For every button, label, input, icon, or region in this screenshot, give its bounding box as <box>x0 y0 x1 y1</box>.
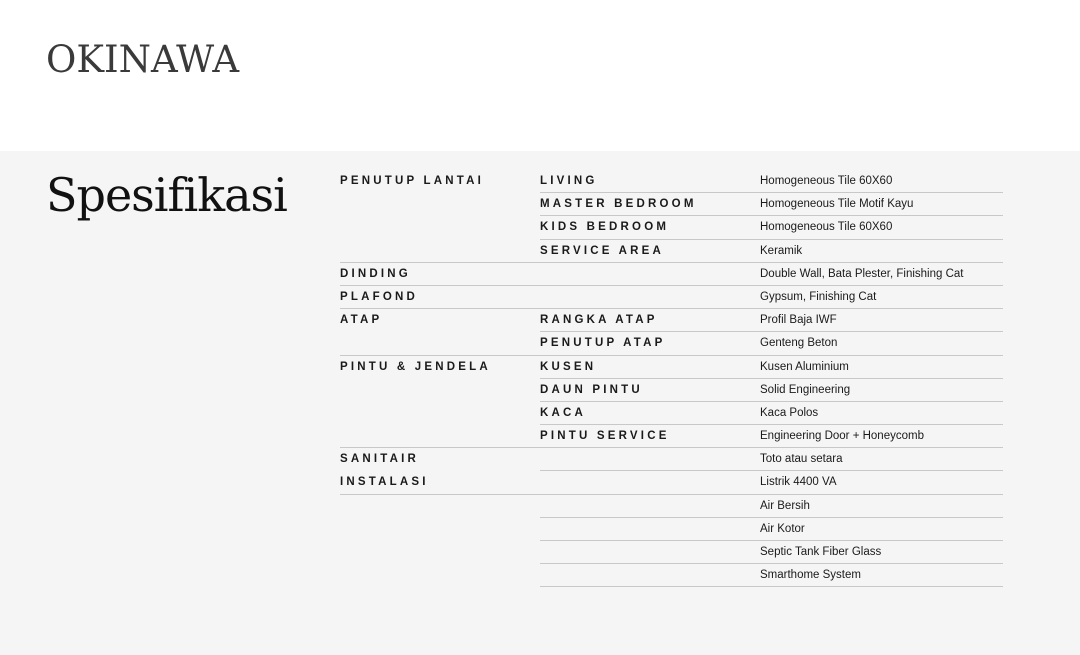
spec-row <box>340 402 1003 425</box>
brand-logo: OKINAWA <box>46 38 240 81</box>
spec-category <box>340 564 540 587</box>
spec-item <box>540 541 760 564</box>
spec-item <box>540 564 760 587</box>
spec-row <box>340 193 1003 216</box>
spec-category: SANITAIR <box>340 453 420 466</box>
spec-category: INSTALASI <box>340 476 429 489</box>
spec-value: Smarthome System <box>760 569 861 582</box>
spec-category <box>340 193 540 216</box>
spec-row <box>340 263 1003 286</box>
spec-value: Gypsum, Finishing Cat <box>760 290 877 303</box>
spec-row <box>340 541 1003 564</box>
spec-row <box>340 495 1003 518</box>
spec-row <box>340 286 1003 309</box>
spec-value: Kusen Aluminium <box>760 360 849 373</box>
spec-value: Engineering Door + Honeycomb <box>760 430 924 443</box>
spec-row <box>340 379 1003 402</box>
spec-item: PENUTUP ATAP <box>540 337 666 350</box>
spec-item: MASTER BEDROOM <box>540 198 697 211</box>
spec-value: Air Bersih <box>760 499 810 512</box>
spec-row <box>340 564 1003 587</box>
spec-item <box>540 286 760 309</box>
spec-category <box>340 402 540 425</box>
spec-category <box>340 379 540 402</box>
spec-item <box>540 518 760 541</box>
row-divider <box>540 586 1003 587</box>
spec-category: PINTU & JENDELA <box>340 360 491 373</box>
spec-category <box>340 495 540 518</box>
spec-table <box>340 170 1003 587</box>
spec-value: Homogeneous Tile Motif Kayu <box>760 198 914 211</box>
spec-item: DAUN PINTU <box>540 383 643 396</box>
spec-row <box>340 332 1003 355</box>
spec-item <box>540 495 760 518</box>
spec-value: Double Wall, Bata Plester, Finishing Cat <box>760 267 964 280</box>
spec-item: LIVING <box>540 175 598 187</box>
spec-category: DINDING <box>340 267 411 280</box>
spec-row <box>340 240 1003 263</box>
spec-value: Solid Engineering <box>760 383 851 396</box>
spec-row <box>340 448 1003 471</box>
spec-value: Genteng Beton <box>760 337 838 350</box>
spec-value: Septic Tank Fiber Glass <box>760 546 882 558</box>
spec-value: Homogeneous Tile 60X60 <box>760 221 893 234</box>
spec-item: SERVICE AREA <box>540 244 665 257</box>
spec-value: Air Kotor <box>760 522 805 535</box>
spec-value: Kaca Polos <box>760 406 819 419</box>
spec-value: Profil Baja IWF <box>760 314 837 327</box>
spec-row <box>340 425 1003 448</box>
spec-item: KIDS BEDROOM <box>540 221 670 234</box>
spec-item: KUSEN <box>540 360 597 373</box>
page-header <box>0 0 1080 151</box>
spec-item <box>540 263 760 286</box>
spec-row <box>340 309 1003 332</box>
spec-value: Keramik <box>760 244 803 257</box>
spec-category <box>340 332 540 355</box>
spec-category <box>340 425 540 448</box>
spec-item <box>540 471 760 494</box>
spec-row <box>340 170 1003 193</box>
spec-category <box>340 518 540 541</box>
spec-value: Homogeneous Tile 60X60 <box>760 175 893 187</box>
spec-item: RANGKA ATAP <box>540 314 658 327</box>
spec-row <box>340 518 1003 541</box>
spec-category <box>340 216 540 239</box>
spec-row <box>340 216 1003 239</box>
spec-category: PLAFOND <box>340 290 418 303</box>
spec-row <box>340 471 1003 494</box>
spec-category: ATAP <box>340 314 383 327</box>
spec-category <box>340 541 540 564</box>
spec-value: Listrik 4400 VA <box>760 476 837 489</box>
spec-category <box>340 240 540 263</box>
section-title: Spesifikasi <box>46 168 287 222</box>
spec-category: PENUTUP LANTAI <box>340 175 485 187</box>
spec-item: PINTU SERVICE <box>540 430 670 443</box>
spec-item: KACA <box>540 406 587 419</box>
specification-panel <box>0 151 1080 655</box>
spec-item <box>540 448 760 471</box>
spec-row <box>340 356 1003 379</box>
spec-value: Toto atau setara <box>760 453 843 466</box>
